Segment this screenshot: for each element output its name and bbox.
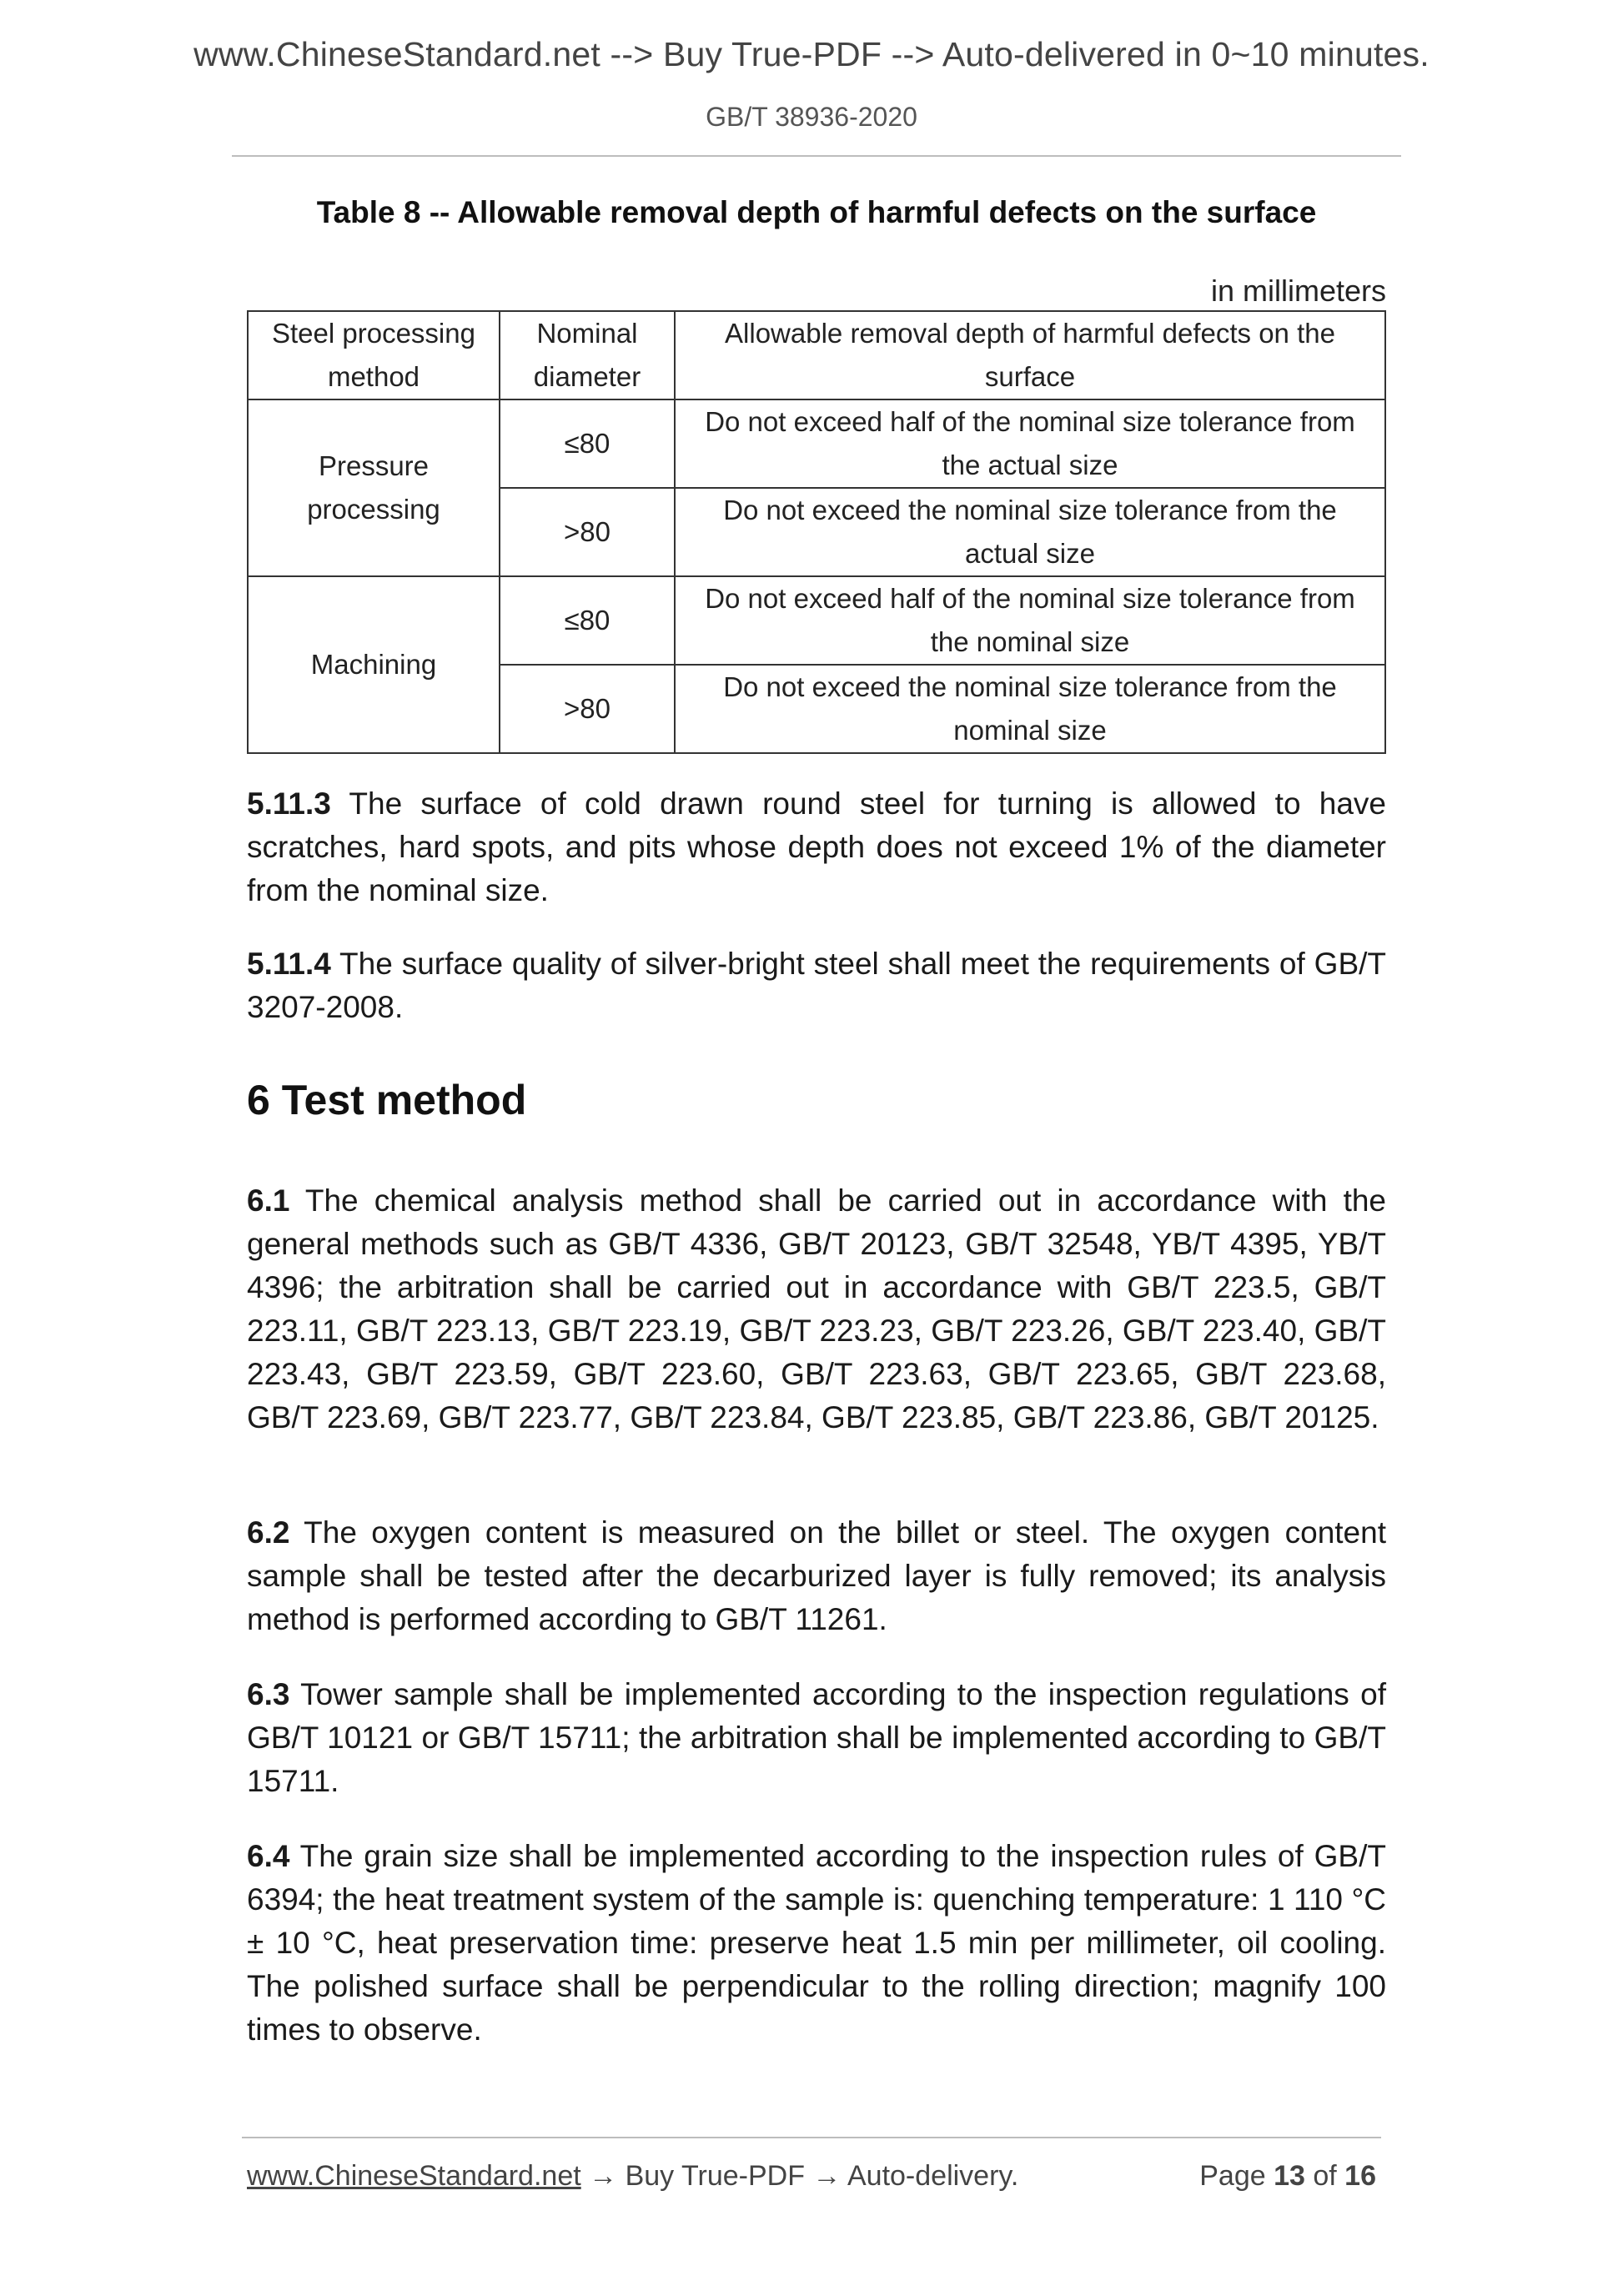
clause-number: 6.4 [247, 1839, 290, 1873]
method-cell: Pressure processing [248, 399, 500, 576]
depth-cell: Do not exceed the nominal size tolerance from the nominal size [675, 665, 1385, 753]
footer-promo [247, 2160, 1018, 2193]
clause-number: 6.3 [247, 1677, 290, 1711]
clause-number: 6.2 [247, 1515, 290, 1550]
depth-cell: Do not exceed the nominal size tolerance from the actual size [675, 488, 1385, 576]
diameter-cell: >80 [500, 665, 675, 753]
clause-number: 5.11.3 [247, 786, 331, 821]
diameter-cell: ≤80 [500, 576, 675, 665]
clause-text: The surface of cold drawn round steel for turning is allowed to have scratches, hard spots, and pits whose depth does not exceed 1% of the diameter from the nominal size. [247, 786, 1386, 907]
clause-text: The surface quality of silver-bright steel shall meet the requirements of GB/T 3207-2008. [247, 947, 1386, 1024]
page-label: Page [1199, 2160, 1274, 2192]
clause-6-3 [247, 1673, 1386, 1803]
footer-site-link[interactable]: www.ChineseStandard.net [247, 2160, 581, 2192]
clause-5-11-3 [247, 782, 1386, 912]
column-header-diameter: Nominal diameter [500, 311, 675, 399]
column-header-method: Steel processing method [248, 311, 500, 399]
table-row [248, 399, 1385, 488]
diameter-cell: >80 [500, 488, 675, 576]
header-divider [232, 155, 1401, 157]
page-indicator [1199, 2160, 1376, 2193]
diameter-cell: ≤80 [500, 399, 675, 488]
clause-6-2 [247, 1511, 1386, 1641]
clause-number: 5.11.4 [247, 947, 331, 981]
section-heading: 6 Test method [247, 1077, 527, 1123]
footer-divider [242, 2137, 1381, 2138]
table-header-row [248, 311, 1385, 399]
clause-5-11-4 [247, 942, 1386, 1029]
document-code: GB/T 38936-2020 [706, 102, 917, 132]
depth-cell: Do not exceed half of the nominal size tolerance from the nominal size [675, 576, 1385, 665]
clause-number: 6.1 [247, 1183, 290, 1218]
defect-removal-table [247, 310, 1386, 754]
method-cell: Machining [248, 576, 500, 753]
table-title: Table 8 -- Allowable removal depth of harmful defects on the surface [316, 195, 1317, 229]
banner-text: www.ChineseStandard.net --> Buy True-PDF --> Auto-delivered in 0~10 minutes. [193, 35, 1430, 73]
table-row [248, 576, 1385, 665]
clause-text: The oxygen content is measured on the billet or steel. The oxygen content sample shall be tested after the decarburized layer is fully removed; its analysis method is performed according to GB/T 11261. [247, 1515, 1386, 1636]
column-header-depth: Allowable removal depth of harmful defects on the surface [675, 311, 1385, 399]
clause-6-4 [247, 1835, 1386, 2052]
clause-text: The grain size shall be implemented according to the inspection rules of GB/T 6394; the heat treatment system of the sample is: quenching temperature: 1 110 °C ± 10 °C, heat preservation time: preserve heat 1.5 min per millimeter, oil cooling. The polished surface shall be perpendicular to the rolling direction; magnify 100 times to observe. [247, 1839, 1386, 2047]
clause-text: Tower sample shall be implemented according to the inspection regulations of GB/T 10121 or GB/T 15711; the arbitration shall be implemented according to GB/T 15711. [247, 1677, 1386, 1798]
total-pages: 16 [1344, 2160, 1376, 2192]
table-units: in millimeters [1210, 274, 1386, 308]
clause-6-1 [247, 1179, 1386, 1439]
depth-cell: Do not exceed half of the nominal size tolerance from the actual size [675, 399, 1385, 488]
page-separator: of [1304, 2160, 1345, 2192]
clause-text: The chemical analysis method shall be carried out in accordance with the general methods such as GB/T 4336, GB/T 20123, GB/T 32548, YB/T 4395, YB/T 4396; the arbitration shall be carried out in accordance with GB/T 223.5, GB/T 223.11, GB/T 223.13, GB/T 223.19, GB/T 223.23, GB/T 223.26, GB/T 223.40, GB/T 223.43, GB/T 223.59, GB/T 223.60, GB/T 223.63, GB/T 223.65, GB/T 223.68, GB/T 223.69, GB/T 223.77, GB/T 223.84, GB/T 223.85, GB/T 223.86, GB/T 20125. [247, 1183, 1386, 1434]
footer-tagline: → Buy True-PDF → Auto-delivery. [580, 2160, 1019, 2192]
current-page: 13 [1274, 2160, 1305, 2192]
